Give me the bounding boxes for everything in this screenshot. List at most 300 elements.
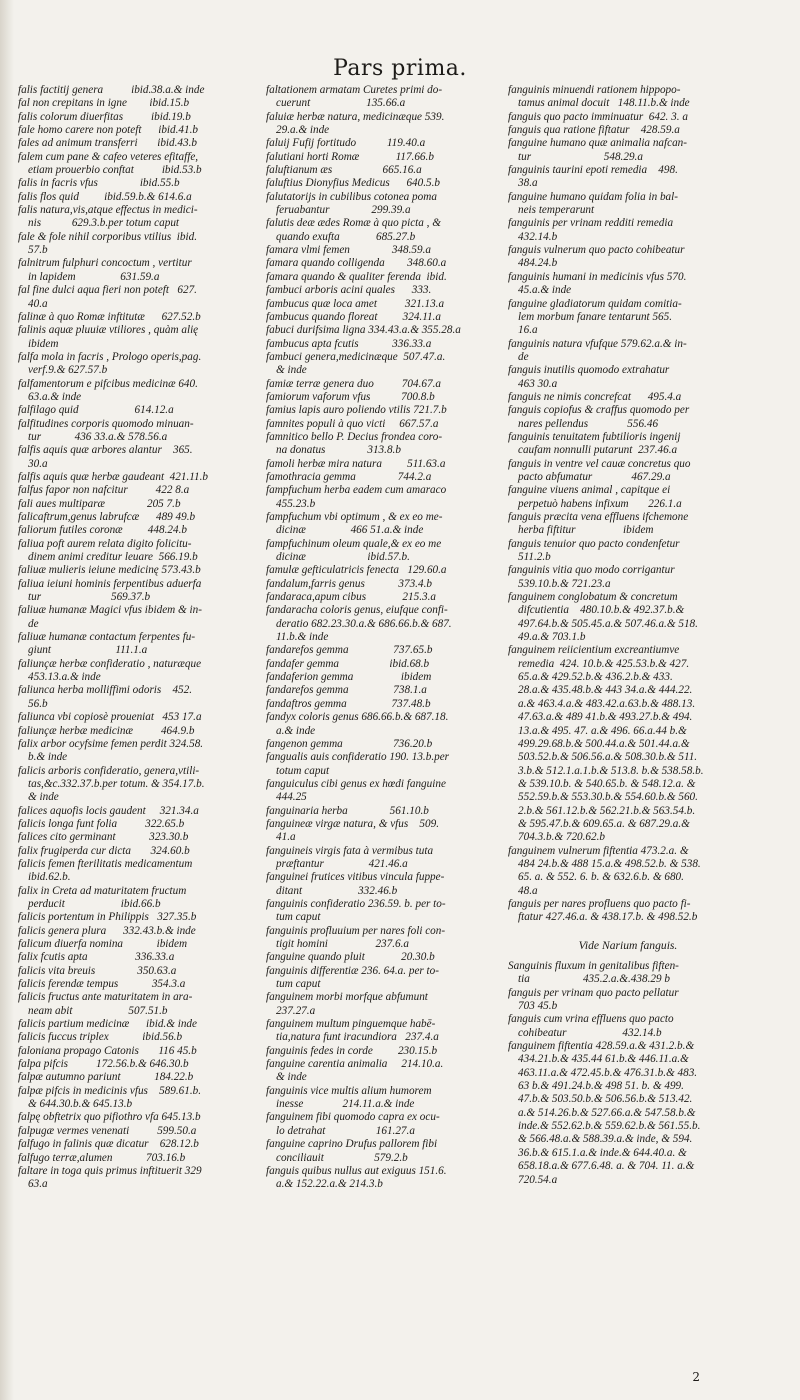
index-entry-line: fanguinem multum pinguemque habē-	[266, 1018, 436, 1031]
index-entry-line: nares pellendus 556.46	[518, 417, 659, 430]
index-entry-line: falicis arboris confideratio, genera,vtili-	[18, 764, 200, 777]
page-gutter	[0, 0, 14, 1400]
index-entry	[18, 1165, 266, 1192]
index-entry-line: famiæ terræ genera duo 704.67.a	[266, 377, 441, 390]
index-entry	[266, 298, 508, 311]
index-entry	[266, 1165, 508, 1192]
index-entry-line: 552.59.b.& 553.30.b.& 554.60.b.& 560.	[518, 791, 698, 804]
index-entry-line: fales ad animum transferri ibid.43.b	[18, 137, 198, 150]
index-entry	[18, 1018, 266, 1031]
index-entry-line: fale homo carere non poteft ibid.41.b	[18, 124, 199, 137]
index-entry-line: 511.2.b	[518, 551, 551, 564]
cross-reference: Vide Narium fanguis.	[578, 938, 678, 952]
index-entry-line: fangualis auis confideratio 190. 13.b.per	[266, 751, 450, 764]
index-entry-line: fanguine gladiatorum quidam comitia-	[508, 297, 682, 310]
index-entry-line: faliunçæ herbæ confideratio , naturæque	[18, 657, 202, 670]
index-entry-line: faliunca herba molliffimi odoris 452.	[18, 684, 193, 697]
index-entry-line: fandaferion gemma ibidem	[266, 671, 432, 684]
index-entry	[266, 111, 508, 138]
index-entry-line: fanguinem conglobatum & concretum	[508, 591, 678, 604]
index-entry-line: remedia 424. 10.b.& 425.53.b.& 427.	[518, 657, 690, 670]
index-entry-line: 484 24.b.& 488 15.a.& 498.52.b. & 538.	[518, 857, 701, 870]
index-entry-line: 47.63.a.& 489 41.b.& 493.27.b.& 494.	[518, 711, 693, 724]
index-entry	[18, 978, 266, 991]
index-entry	[266, 418, 508, 431]
index-entry-line: famara quando & qualiter ferenda ibid.	[266, 270, 447, 283]
index-entry-line: fanguinem fibi quomodo capra ex ocu-	[266, 1111, 440, 1124]
index-entry-line: faluiæ herbæ natura, medicinæque 539.	[266, 110, 445, 123]
index-entry	[18, 658, 266, 685]
index-entry-line: deratio 682.23.30.a.& 686.66.b.& 687.	[276, 617, 452, 630]
index-entry	[266, 404, 508, 417]
index-entry	[266, 311, 508, 324]
index-entry	[18, 765, 266, 805]
index-entry-line: fal non crepitans in igne ibid.15.b	[18, 97, 190, 110]
index-entry-line: famnites populi à quo victi 667.57.a	[266, 417, 439, 430]
index-entry	[266, 805, 508, 818]
index-entry-line: fanguine viuens animal , capitque ei	[508, 484, 671, 497]
index-entry	[18, 1125, 266, 1138]
index-entry-line: 41.a	[276, 831, 296, 844]
index-entry-line: cuerunt 135.66.a	[276, 97, 406, 110]
index-entry-line: faliunçæ herbæ medicinæ 464.9.b	[18, 724, 195, 737]
index-entry	[18, 831, 266, 844]
index-entry	[508, 137, 748, 164]
index-entry	[266, 164, 508, 177]
index-entry	[508, 271, 748, 298]
index-entry-line: famiorum vaforum vfus 700.8.b	[266, 390, 435, 403]
index-entry-line: falutiani horti Romæ 117.66.b	[266, 150, 434, 163]
index-entry-line: fanguiculus cibi genus ex hœdi fanguine	[266, 777, 446, 790]
index-entry-line: de	[28, 617, 39, 630]
index-column-3-entries	[508, 84, 748, 925]
index-entry	[266, 338, 508, 351]
index-entry-line: falicis fructus ante maturitatem in ara-	[18, 991, 193, 1004]
index-entry	[18, 991, 266, 1018]
index-entry	[508, 404, 748, 431]
index-entry	[18, 925, 266, 938]
index-entry	[508, 364, 748, 391]
index-column-2	[266, 84, 508, 1192]
index-entry-line: fanguis per vrinam quo pacto pellatur	[508, 986, 679, 999]
index-entry	[18, 284, 266, 311]
index-entry	[18, 564, 266, 577]
index-entry-line: fangenon gemma 736.20.b	[266, 737, 433, 750]
index-entry-line: lo detrahat 161.27.a	[276, 1124, 415, 1137]
index-entry-line: tum caput	[276, 978, 321, 991]
index-entry-line: Sanguinis fluxum in genitalibus fiften-	[508, 960, 679, 972]
index-entry-line: tamus animal docuit 148.11.b.& inde	[518, 97, 690, 110]
index-entry-line: fanguis cum vrina effluens quo pacto	[508, 1013, 674, 1026]
index-entry-line: falnitrum fulphuri concoctum , vertitur	[18, 257, 192, 270]
index-entry-line: & 539.10.b. & 540.65.b. & 548.12.a. &	[518, 777, 696, 790]
index-entry-line: fambucus quæ loca amet 321.13.a	[266, 297, 445, 310]
index-entry-line: fanguis copiofus & craffus quomodo per	[508, 404, 690, 417]
index-entry-line: ftatur 427.46.a. & 438.17.b. & 498.52.b	[518, 911, 698, 924]
index-entry-line: 28.a.& 435.48.b.& 443 34.a.& 444.22.	[518, 684, 693, 697]
index-entry	[266, 324, 508, 337]
index-entry-line: fanguis tenuior quo pacto condenfetur	[508, 537, 680, 550]
index-entry-line: in lapidem 631.59.a	[28, 270, 160, 283]
index-entry	[508, 191, 748, 218]
index-entry-line: fandarefos gemma 738.1.a	[266, 684, 427, 697]
index-entry-line: 720.54.a	[518, 1173, 558, 1186]
index-entry-line: famnitico bello P. Decius frondea coro-	[266, 430, 443, 443]
index-entry-line: fabuci durifsima ligna 334.43.a.& 355.28.a	[266, 324, 461, 337]
index-entry	[18, 471, 266, 484]
index-entry	[508, 111, 748, 124]
index-entry-line: faliunca vbi copiosè proueniat 453 17.a	[18, 711, 202, 724]
index-entry-line: falis colorum diuerfitas ibid.19.b	[18, 110, 191, 123]
index-entry	[508, 1013, 748, 1040]
index-entry-line: 703 45.b	[518, 1000, 558, 1013]
index-entry-line: 56.b	[28, 697, 48, 710]
index-entry	[266, 778, 508, 805]
index-entry-line: 497.64.b.& 505.45.a.& 507.46.a.& 518.	[518, 617, 698, 630]
index-entry-line: fampfuchum vbi optimum , & ex eo me-	[266, 511, 443, 523]
index-entry	[266, 818, 508, 845]
index-entry-line: 30.a	[28, 457, 48, 470]
index-entry-line: 444.25	[276, 791, 307, 804]
index-entry-line: falicis femen fterilitatis medicamentum	[18, 857, 193, 870]
index-entry-line: verf.9.& 627.57.b	[28, 364, 108, 377]
index-entry-line: tia 435.2.a.&.438.29 b	[518, 973, 670, 986]
index-entry-line: fanguinis vitia quo modo corrigantur	[508, 564, 675, 577]
index-entry-line: fandaraca,apum cibus 215.3.a	[266, 591, 436, 604]
index-entry	[266, 244, 508, 257]
index-entry	[266, 191, 508, 218]
index-entry-line: 57.b	[28, 244, 48, 257]
index-entry	[18, 858, 266, 885]
index-entry	[266, 1058, 508, 1085]
index-entry	[508, 391, 748, 404]
index-entry-line: præftantur 421.46.a	[276, 857, 408, 870]
index-entry	[508, 458, 748, 485]
index-entry	[18, 711, 266, 724]
index-entry-line: a.& inde	[276, 724, 316, 737]
index-entry-line: fanguis quo pacto imminuatur 642. 3. a	[508, 110, 688, 123]
index-entry-line: fambucus quando floreat 324.11.a	[266, 310, 441, 323]
index-entry-line: 704.3.b.& 720.62.b	[518, 831, 606, 844]
index-entry-line: falis in facris vfus ibid.55.b	[18, 177, 180, 190]
index-entry	[18, 484, 266, 497]
index-entry	[266, 471, 508, 484]
index-entry	[266, 578, 508, 591]
index-entry	[266, 604, 508, 644]
index-entry	[18, 191, 266, 204]
index-entry	[508, 898, 748, 925]
index-entry-line: difcutientia 480.10.b.& 492.37.b.&	[518, 604, 685, 617]
index-entry	[18, 231, 266, 258]
index-entry-line: faliuæ mulieris ieiune medicinę 573.43.b	[18, 564, 201, 577]
index-entry-line: 63.a	[28, 1178, 48, 1191]
index-entry-line: falfis aquis quæ arbores alantur 365.	[18, 444, 193, 457]
index-entry-line: & inde	[276, 1071, 307, 1084]
index-entry-line: fanguinis profluuium per nares foli con-	[266, 924, 446, 937]
index-entry	[266, 378, 508, 391]
index-entry	[18, 1058, 266, 1071]
index-entry-line: b.& inde	[28, 751, 68, 764]
index-entry	[18, 965, 266, 978]
index-entry	[266, 257, 508, 270]
folio-number: 2	[692, 1370, 700, 1384]
index-entry	[266, 271, 508, 284]
index-entry	[266, 84, 508, 111]
index-entry-line: lem morbum fanare tentarunt 565.	[518, 310, 673, 323]
index-entry-line: fanguis per nares profluens quo pacto fi-	[508, 897, 691, 910]
index-entry-line: 13.a.& 495. 47. a.& 496. 66.a.44 b.&	[518, 724, 687, 737]
index-entry	[18, 578, 266, 605]
index-entry-line: falicis portentum in Philippis 327.35.b	[18, 911, 197, 924]
index-column-3	[508, 84, 748, 1187]
index-entry	[18, 805, 266, 818]
index-entry-line: falicis genera plura 332.43.b.& inde	[18, 924, 196, 937]
index-entry	[508, 538, 748, 565]
index-entry	[508, 124, 748, 137]
index-entry-line: ditant 332.46.b	[276, 884, 398, 897]
index-entry-line: 65. a. & 552. 6. b. & 632.6.b. & 680.	[518, 871, 684, 884]
index-entry-line: fanguis quibus nullus aut exiguus 151.6.	[266, 1164, 447, 1177]
index-entry-line: faliuæ humanæ contactum ferpentes fu-	[18, 631, 196, 644]
index-entry	[508, 217, 748, 244]
index-entry-line: fanguis in ventre vel cauæ concretus quo	[508, 457, 691, 470]
index-entry	[508, 298, 748, 338]
index-entry	[266, 644, 508, 657]
index-entry-line: falpa pifcis 172.56.b.& 646.30.b	[18, 1058, 189, 1071]
index-entry	[508, 845, 748, 898]
index-entry	[266, 177, 508, 190]
index-entry-line: fanguinis tenuitatem fubtilioris ingenij	[508, 430, 681, 443]
index-entry-line: 65.a.& 429.52.b.& 436.2.b.& 433.	[518, 671, 673, 684]
index-entry-line: faluftius Dionyfius Medicus 640.5.b	[266, 177, 441, 190]
index-entry	[266, 925, 508, 952]
index-entry-line: faliorum futiles coronæ 448.24.b	[18, 524, 187, 537]
index-entry-line: falicis longa funt folia 322.65.b	[18, 817, 185, 830]
index-entry	[18, 1045, 266, 1058]
index-entry	[266, 751, 508, 778]
index-entry-line: tigit homini 237.6.a	[276, 938, 410, 950]
index-entry	[266, 538, 508, 565]
index-entry	[266, 1045, 508, 1058]
index-entry	[508, 564, 748, 591]
index-entry	[18, 444, 266, 471]
index-entry-line: fanguinis vice multis alium humorem	[266, 1084, 432, 1097]
index-entry	[266, 1138, 508, 1165]
index-entry-line: feruabantur 299.39.a	[276, 204, 411, 217]
index-entry	[18, 324, 266, 351]
index-entry-line: dinem animi creditur leuare 566.19.b	[28, 551, 198, 564]
index-entry-line: fanguinis minuendi rationem hippopo-	[508, 84, 681, 96]
index-entry	[266, 991, 508, 1018]
index-entry-line: falicaftrum,genus labrufcæ 489 49.b	[18, 511, 196, 523]
index-entry-line: faloniana propago Catonis 116 45.b	[18, 1044, 197, 1057]
index-entry-line: fanguinem reiicientium excreantiumve	[508, 644, 680, 657]
index-entry-line: famara vlmi femen 348.59.a	[266, 244, 431, 257]
index-entry	[266, 391, 508, 404]
index-entry	[508, 960, 748, 987]
index-entry	[18, 511, 266, 524]
index-entry	[266, 284, 508, 297]
index-entry	[508, 244, 748, 271]
index-entry	[266, 484, 508, 511]
index-entry	[266, 845, 508, 872]
index-entry	[508, 591, 748, 644]
index-entry	[18, 111, 266, 124]
index-entry-line: tia,natura funt iracundiora 237.4.a	[276, 1031, 439, 1044]
index-entry-line: falicis fuccus triplex ibid.56.b	[18, 1031, 183, 1044]
index-entry	[266, 684, 508, 697]
index-entry-line: faliua ieiuni hominis ferpentibus aduerfa	[18, 577, 202, 590]
index-entry-line: falices aquofis locis gaudent 321.34.a	[18, 804, 199, 817]
index-entry	[18, 738, 266, 765]
index-entry-line: falinæ à quo Romæ inftitutæ 627.52.b	[18, 310, 201, 323]
index-entry-line: fandafer gemma ibid.68.b	[266, 657, 430, 670]
index-entry-line: famulæ gefticulatricis fenecta 129.60.a	[266, 564, 447, 577]
index-entry-line: faluij Fufij fortitudo 119.40.a	[266, 137, 426, 150]
index-entry	[18, 818, 266, 831]
index-entry	[266, 871, 508, 898]
index-entry-line: 16.a	[518, 324, 538, 337]
index-entry-line: 499.29.68.b.& 500.44.a.& 501.44.a.&	[518, 737, 690, 750]
index-entry-line: 455.23.b	[276, 497, 316, 510]
index-entry	[266, 1018, 508, 1045]
index-entry-line: 237.27.a	[276, 1004, 316, 1017]
index-entry	[18, 177, 266, 190]
index-entry	[266, 698, 508, 711]
index-entry-line: fanguinis fedes in corde 230.15.b	[266, 1044, 438, 1057]
index-entry	[508, 164, 748, 191]
index-entry-line: ibidem	[28, 337, 59, 350]
index-entry	[18, 257, 266, 284]
index-entry-line: falis natura,vis,atque effectus in medici-	[18, 204, 198, 217]
index-entry-line: 3.b.& 512.1.a.1.b.& 513.8. b.& 538.58.b.	[518, 764, 704, 777]
index-entry	[508, 511, 748, 538]
index-entry-line: herba fiftitur ibidem	[518, 524, 654, 537]
index-entry-line: fandalum,farris genus 373.4.b	[266, 577, 432, 590]
index-entry-line: fanguine humano quidam folia in bal-	[508, 190, 678, 203]
index-entry	[266, 137, 508, 150]
index-entry	[266, 965, 508, 992]
index-entry-line: 40.a	[28, 297, 48, 310]
index-entry	[266, 151, 508, 164]
index-entry-line: inesse 214.11.a.& inde	[276, 1098, 415, 1111]
index-entry-line: fanguis vulnerum quo pacto cohibeatur	[508, 244, 685, 257]
index-entry-line: fanguinis taurini epoti remedia 498.	[508, 164, 678, 177]
index-entry-line: falfilago quid 614.12.a	[18, 404, 174, 417]
index-entry-line: falfugo terræ,alumen 703.16.b	[18, 1151, 186, 1164]
index-entry-line: 36.b.& 615.1.a.& inde.& 644.40.a. &	[518, 1146, 687, 1159]
index-entry-line: etiam prouerbio conftat ibid.53.b	[28, 164, 202, 177]
index-entry	[508, 987, 748, 1014]
index-entry-line: conciliauit 579.2.b	[276, 1151, 408, 1164]
index-entry-line: falpę obftetrix quo pifiothro vfa 645.13.b	[18, 1111, 201, 1124]
index-entry-line: fanguinis humani in medicinis vfus 570.	[508, 270, 687, 283]
index-entry	[18, 725, 266, 738]
index-entry-line: falfis aquis quæ herbæ gaudeant 421.11.b	[18, 470, 208, 483]
index-entry-line: faliua poft aurem relata digito folicitu-	[18, 537, 192, 550]
index-entry	[266, 738, 508, 751]
index-entry-line: falfugo in falinis quæ dicatur 628.12.b	[18, 1138, 199, 1151]
index-entry-line: 503.52.b.& 506.56.a.& 508.30.b.& 511.	[518, 751, 698, 764]
index-entry-line: fampfuchinum oleum quale,& ex eo me	[266, 537, 442, 550]
page-title: Pars prima.	[333, 56, 467, 81]
index-entry-line: falis flos quid ibid.59.b.& 614.6.a	[18, 190, 192, 203]
index-entry	[18, 951, 266, 964]
index-entry-line: fambucus apta fcutis 336.33.a	[266, 337, 432, 350]
index-entry-line: fanguine carentia animalia 214.10.a.	[266, 1058, 444, 1071]
index-entry	[266, 431, 508, 458]
index-entry-line: dicinæ 466 51.a.& inde	[276, 524, 424, 537]
index-entry-line: faltationem armatam Curetes primi do-	[266, 84, 443, 96]
index-entry-line: pacto abfumatur 467.29.a	[518, 470, 671, 483]
index-entry-line: fanguis ne nimis concrefcat 495.4.a	[508, 390, 682, 403]
index-entry-line: inde.& 552.62.b.& 559.62.b.& 561.55.b.	[518, 1120, 701, 1133]
index-entry-line: 49.a.& 703.1.b	[518, 631, 586, 644]
index-entry-line: a.& 514.26.b.& 527.66.a.& 547.58.b.&	[518, 1106, 696, 1119]
index-entry-line: fal fine dulci aqua fieri non poteft 627.	[18, 284, 197, 297]
index-entry-line: 48.a	[518, 884, 538, 897]
index-entry-line: 434.21.b.& 435.44 61.b.& 446.11.a.&	[518, 1053, 689, 1066]
index-entry	[266, 351, 508, 378]
index-entry-line: falfamentorum e pifcibus medicinæ 640.	[18, 377, 198, 390]
index-entry-line: falicum diuerfa nomina ibidem	[18, 938, 188, 950]
index-entry	[18, 885, 266, 912]
index-entry-line: falis factitij genera ibid.38.a.& inde	[18, 84, 205, 96]
index-entry-line: fanguis qua ratione fiftatur 428.59.a	[508, 124, 680, 137]
index-entry-line: & 595.47.b.& 609.65.a. & 687.29.a.&	[518, 817, 690, 830]
index-entry	[18, 418, 266, 445]
index-entry-line: 658.18.a.& 677.6.48. a. & 704. 11. a.&	[518, 1160, 695, 1173]
index-entry	[508, 644, 748, 844]
index-entry-line: caufam nonnulli putarunt 237.46.a	[518, 444, 678, 457]
index-entry	[266, 658, 508, 671]
index-entry-line: fandyx coloris genus 686.66.b.& 687.18.	[266, 711, 449, 724]
index-entry	[266, 711, 508, 738]
index-entry-line: 47.b.& 503.50.b.& 506.56.b.& 513.42.	[518, 1093, 693, 1106]
index-entry-line: & inde	[28, 791, 59, 804]
index-entry-line: fanguinis differentiæ 236. 64.a. per to-	[266, 964, 439, 977]
index-entry-line: tum caput	[276, 911, 321, 924]
index-entry-line: faltare in toga quis primus inftituerit 329	[18, 1164, 202, 1177]
index-entry	[18, 1085, 266, 1112]
index-entry	[18, 84, 266, 97]
index-column-3-more-entries	[508, 960, 748, 1187]
index-entry-line: 539.10.b.& 721.23.a	[518, 577, 611, 590]
index-entry-line: 432.14.b	[518, 230, 558, 243]
index-entry	[266, 511, 508, 538]
index-entry-line: 29.a.& inde	[276, 124, 330, 137]
index-entry-line: falutis deæ ædes Romæ à quo picta , &	[266, 217, 441, 230]
index-entry	[18, 911, 266, 924]
index-entry	[266, 1111, 508, 1138]
index-entry-line: falicis vita breuis 350.63.a	[18, 964, 177, 977]
index-entry	[18, 1071, 266, 1084]
index-entry-line: falfa mola in facris , Prologo operis,pag.	[18, 350, 202, 363]
index-entry-line: falix arbor ocyfsime femen perdit 324.58.	[18, 737, 204, 750]
index-entry-line: fanguine quando pluit 20.30.b	[266, 951, 435, 964]
index-entry	[18, 845, 266, 858]
index-entry-line: famothracia gemma 744.2.a	[266, 470, 432, 483]
index-entry	[266, 458, 508, 471]
index-entry-line: cohibeatur 432.14.b	[518, 1026, 662, 1039]
index-entry-line: neam abit 507.51.b	[28, 1004, 168, 1017]
index-entry-line: 63.a.& inde	[28, 390, 82, 403]
index-entry	[508, 431, 748, 458]
index-entry-line: falicis partium medicinæ ibid.& inde	[18, 1018, 197, 1031]
index-entry-line: fanguis inutilis quomodo extrahatur	[508, 364, 670, 377]
index-entry-line: fanguinem morbi morfque abfumunt	[266, 991, 428, 1004]
index-entry	[508, 84, 748, 111]
